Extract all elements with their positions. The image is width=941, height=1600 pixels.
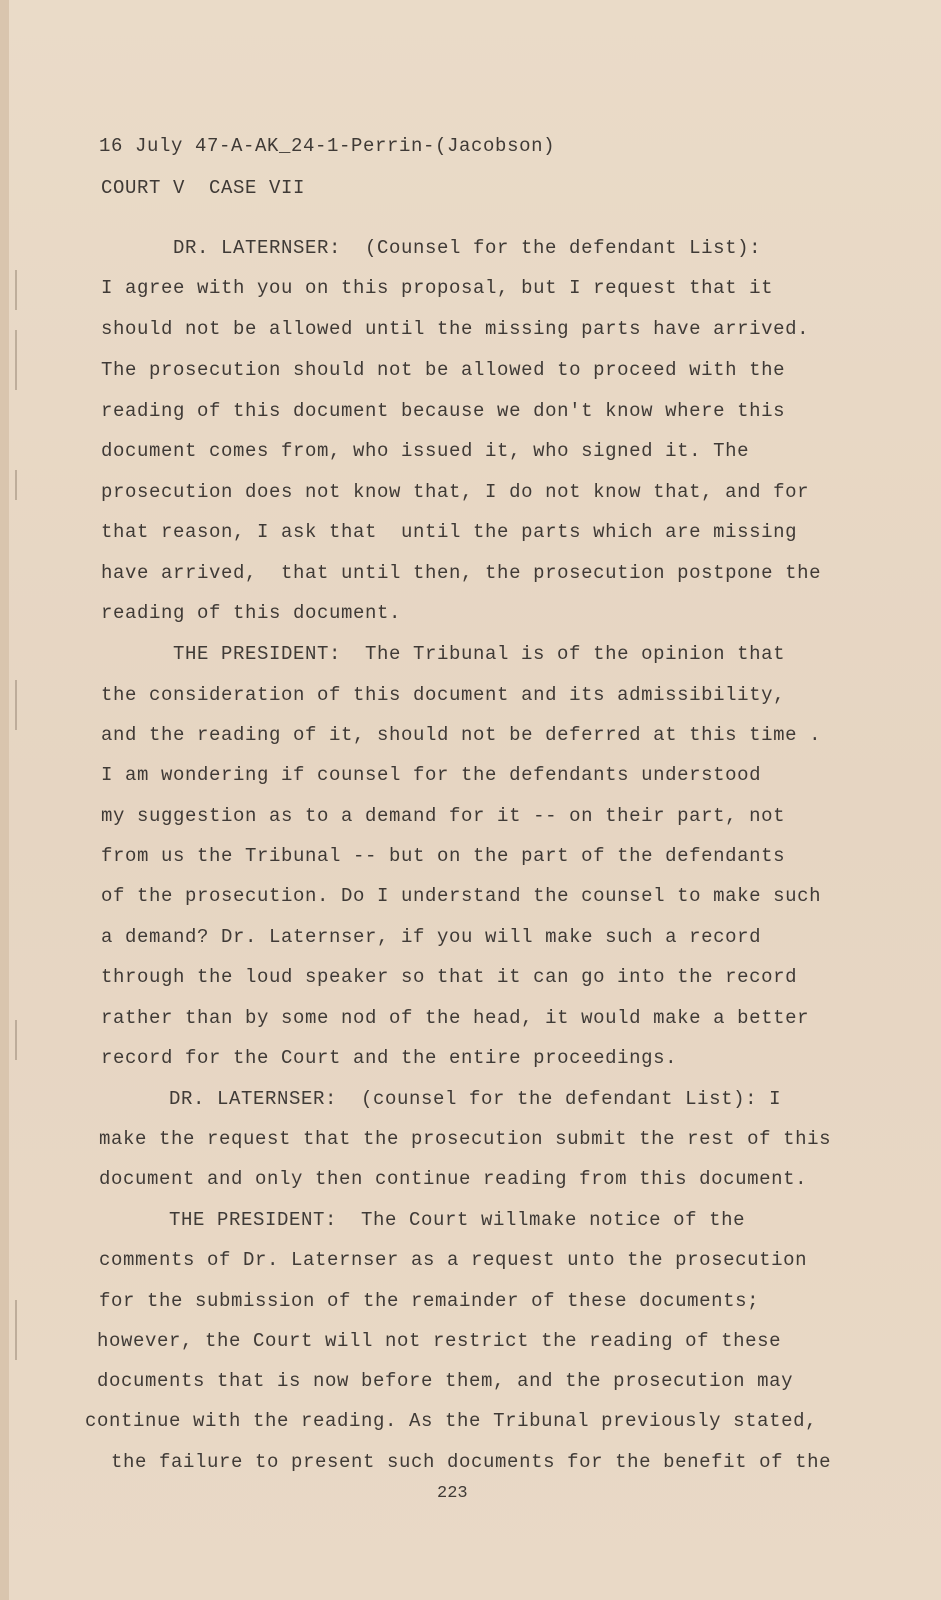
text-line: DR. LATERNSER: (Counsel for the defendant List): [173, 237, 762, 259]
text-line: document and only then continue reading from this document. [99, 1168, 808, 1190]
text-line: prosecution does not know that, I do not know that, and for [101, 481, 810, 503]
edge-mark [15, 680, 17, 730]
text-line: have arrived, that until then, the prosecution postpone the [101, 562, 822, 584]
document-header: 16 July 47-A-AK_24-1-Perrin-(Jacobson) [99, 135, 556, 157]
edge-mark [15, 1020, 17, 1060]
text-line: The prosecution should not be allowed to proceed with the [101, 359, 786, 381]
page-number: 223 [437, 1484, 468, 1503]
text-line: a demand? Dr. Laternser, if you will make such a record [101, 926, 762, 948]
text-line: comments of Dr. Laternser as a request unto the prosecution [99, 1249, 808, 1271]
edge-mark [15, 330, 17, 390]
text-line: the failure to present such documents for the benefit of the [111, 1451, 832, 1473]
text-line: that reason, I ask that until the parts which are missing [101, 521, 798, 543]
text-line: should not be allowed until the missing parts have arrived. [101, 318, 810, 340]
text-line: THE PRESIDENT: The Tribunal is of the opinion that [173, 643, 786, 665]
text-line: for the submission of the remainder of these documents; [99, 1290, 760, 1312]
edge-mark [15, 1300, 17, 1360]
text-line: reading of this document. [101, 602, 402, 624]
text-line: my suggestion as to a demand for it -- on their part, not [101, 805, 786, 827]
text-line: continue with the reading. As the Tribunal previously stated, [85, 1410, 818, 1432]
edge-mark [15, 270, 17, 310]
text-line: from us the Tribunal -- but on the part of the defendants [101, 845, 786, 867]
text-line: reading of this document because we don't know where this [101, 400, 786, 422]
court-case-label: COURT V CASE VII [101, 177, 306, 199]
text-line: documents that is now before them, and the prosecution may [97, 1370, 794, 1392]
text-line: DR. LATERNSER: (counsel for the defendant List): I [169, 1088, 782, 1110]
text-line: THE PRESIDENT: The Court willmake notice of the [169, 1209, 746, 1231]
text-line: document comes from, who issued it, who signed it. The [101, 440, 750, 462]
text-line: rather than by some nod of the head, it would make a better [101, 1007, 810, 1029]
text-line: I agree with you on this proposal, but I request that it [101, 277, 774, 299]
text-line: make the request that the prosecution submit the rest of this [99, 1128, 832, 1150]
text-line: through the loud speaker so that it can go into the record [101, 966, 798, 988]
text-line: however, the Court will not restrict the reading of these [97, 1330, 782, 1352]
text-line: the consideration of this document and its admissibility, [101, 684, 786, 706]
edge-mark [15, 470, 17, 500]
text-line: I am wondering if counsel for the defendants understood [101, 764, 762, 786]
text-line: of the prosecution. Do I understand the counsel to make such [101, 885, 822, 907]
text-line: and the reading of it, should not be deferred at this time . [101, 724, 822, 746]
text-line: record for the Court and the entire proceedings. [101, 1047, 678, 1069]
